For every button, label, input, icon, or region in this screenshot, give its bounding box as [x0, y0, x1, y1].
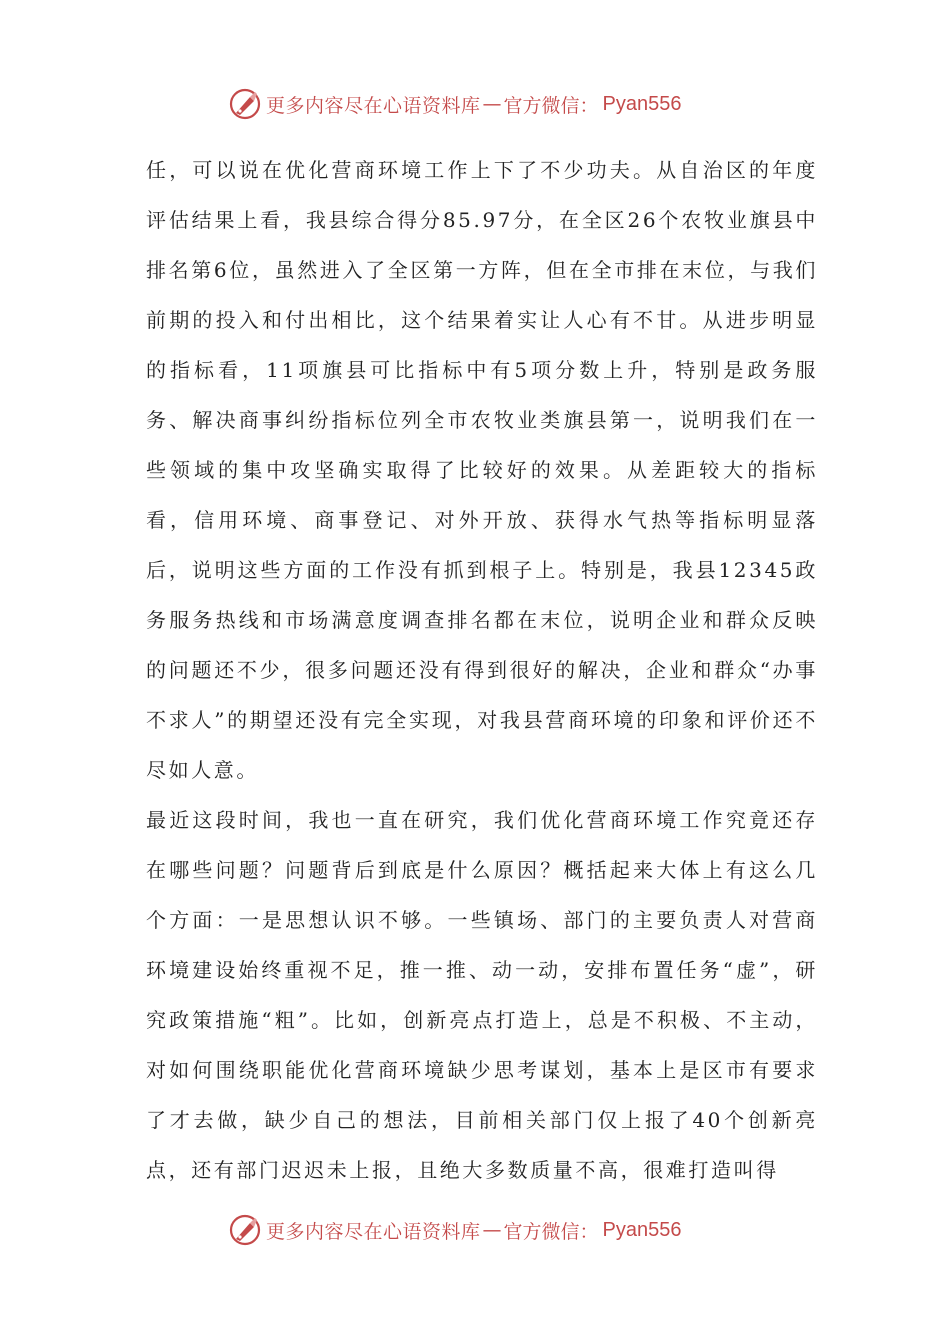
- footer-wechat-label: 官方微信：: [503, 1220, 599, 1243]
- footer-dash: —: [482, 1219, 502, 1241]
- footer-wechat-id: Pyan556: [602, 1218, 682, 1241]
- footer-watermark: [228, 1212, 682, 1248]
- header-wechat-id: Pyan556: [602, 92, 682, 115]
- header-brand-text: 更多内容尽在心语资料库: [266, 94, 481, 117]
- footer-brand-text: 更多内容尽在心语资料库: [266, 1220, 481, 1243]
- header-dash: —: [482, 93, 502, 115]
- document-body: [146, 145, 818, 1195]
- header-watermark: [228, 86, 682, 122]
- paragraph-1: 任，可以说在优化营商环境工作上下了不少功夫。从自治区的年度评估结果上看，我县综合得分85.97分，在全区26个农牧业旗县中排名第6位，虽然进入了全区第一方阵，但在全市排在末位，与我们前期的投入和付出相比，这个结果着实让人心有不甘。从进步明显的指标看，11项旗县可比指标中有5项分数上升，特别是政务服务、解决商事纠纷指标位列全市农牧业类旗县第一，说明我们在一些领域的集中攻坚确实取得了比较好的效果。从差距较大的指标看，信用环境、商事登记、对外开放、获得水气热等指标明显落后，说明这些方面的工作没有抓到根子上。特别是，我县12345政务服务热线和市场满意度调查排名都在末位，说明企业和群众反映的问题还不少，很多问题还没有得到很好的解决，企业和群众“办事不求人”的期望还没有完全实现，对我县营商环境的印象和评价还不尽如人意。: [146, 158, 818, 782]
- header-wechat-label: 官方微信：: [503, 94, 599, 117]
- pen-nib-logo-icon: [228, 87, 262, 121]
- paragraph-2: 最近这段时间，我也一直在研究，我们优化营商环境工作究竟还存在哪些问题？问题背后到底是什么原因？概括起来大体上有这么几个方面：一是思想认识不够。一些镇场、部门的主要负责人对营商环境建设始终重视不足，推一推、动一动，安排布置任务“虚”，研究政策措施“粗”。比如，创新亮点打造上，总是不积极、不主动，对如何围绕职能优化营商环境缺少思考谋划，基本上是区市有要求了才去做，缺少自己的想法，目前相关部门仅上报了40个创新亮点，还有部门迟迟未上报，且绝大多数质量不高，很难打造叫得: [146, 808, 818, 1182]
- pen-nib-logo-icon: [228, 1213, 262, 1247]
